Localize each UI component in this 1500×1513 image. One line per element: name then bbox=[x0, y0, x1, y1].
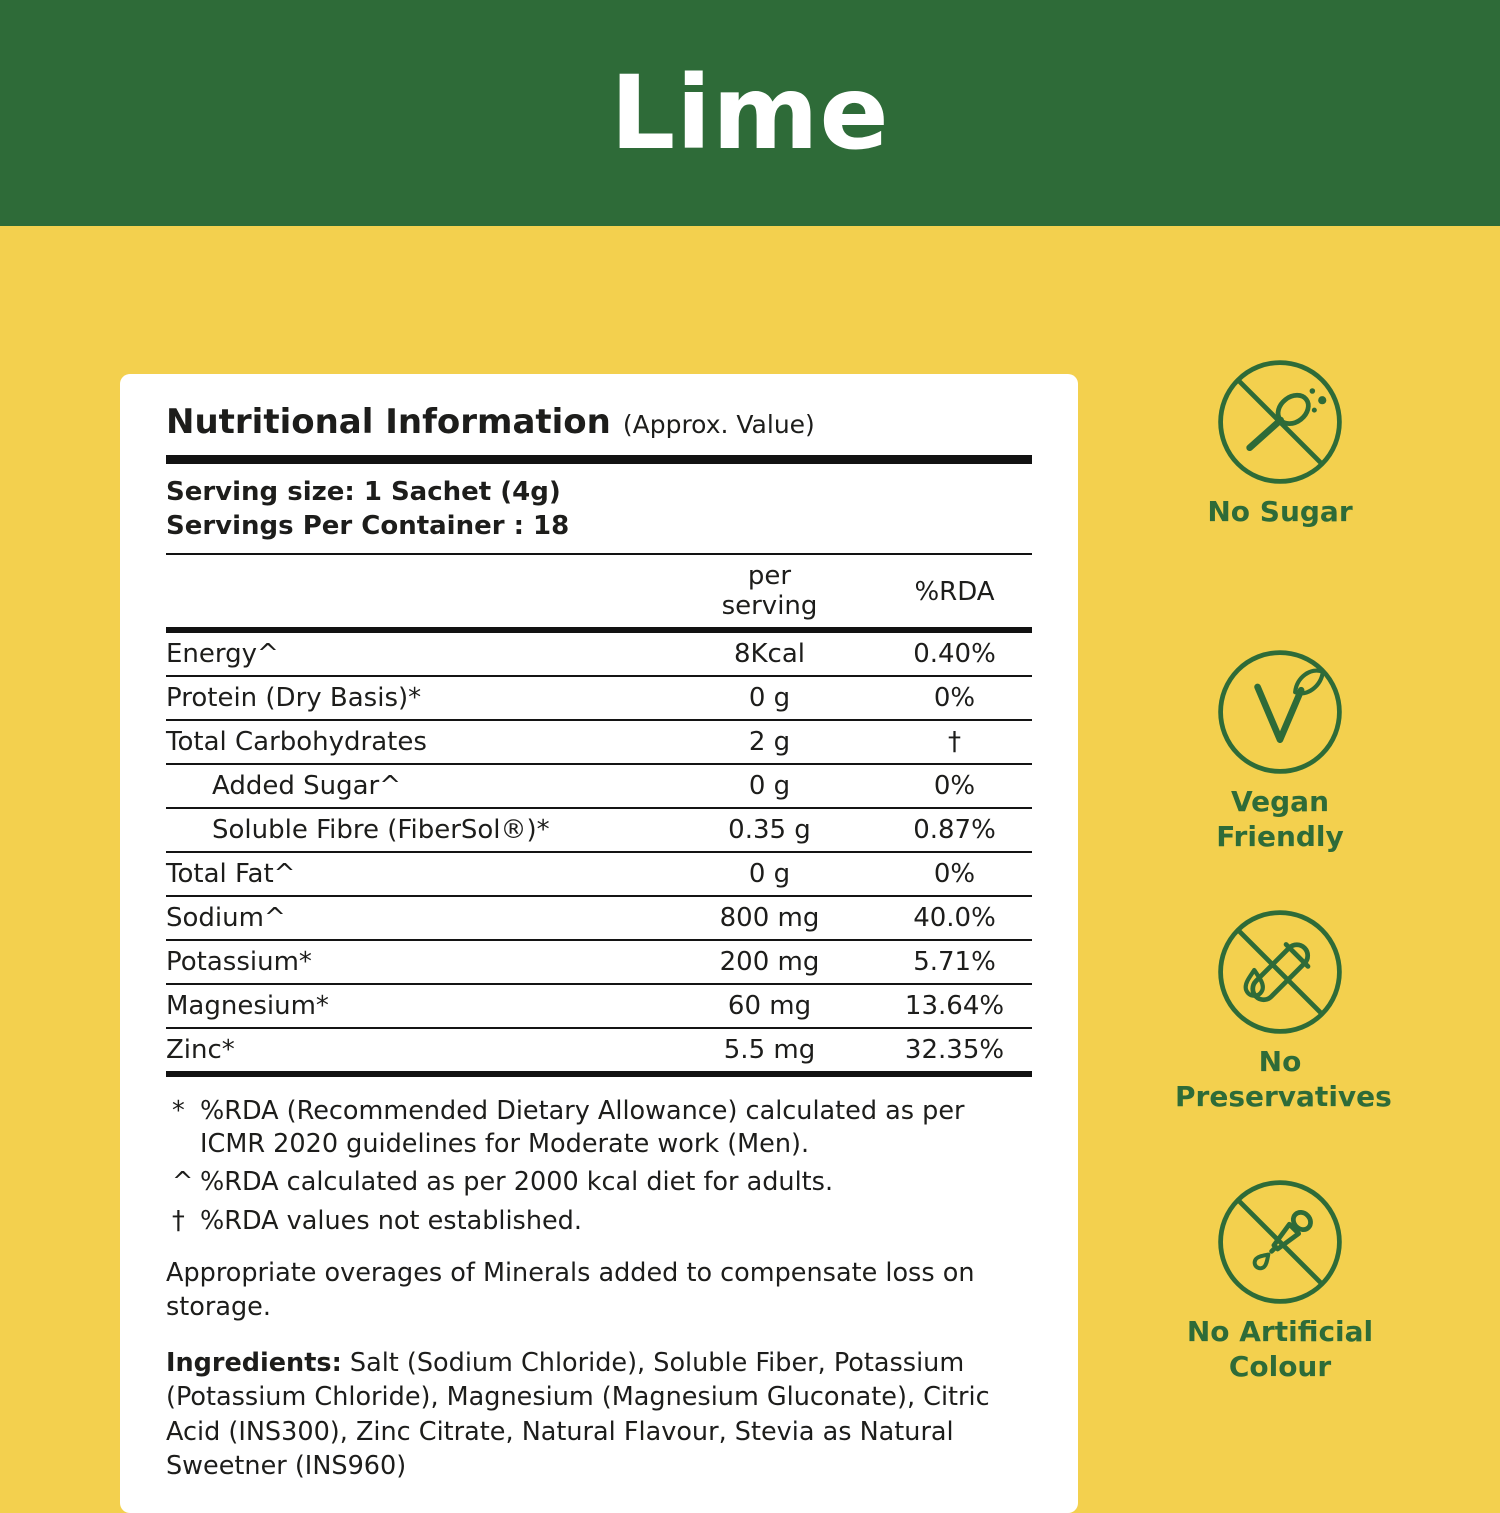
no-sugar-icon bbox=[1214, 356, 1346, 488]
footnote-symbol: ^ bbox=[172, 1167, 194, 1198]
badge-label: No Artificial Colour bbox=[1186, 1315, 1374, 1383]
nutrition-title: Nutritional Information bbox=[166, 402, 611, 442]
badge-label: No Sugar bbox=[1207, 495, 1353, 528]
table-row-sodium bbox=[166, 897, 1032, 941]
storage-note: Appropriate overages of Minerals added to compensate loss on storage. bbox=[166, 1258, 975, 1322]
nutrient-per-serving: 0 g bbox=[748, 770, 791, 801]
nutrient-label: Protein (Dry Basis)* bbox=[166, 682, 422, 713]
table-row-protein bbox=[166, 677, 1032, 721]
nutrient-label: Sodium^ bbox=[166, 902, 286, 933]
nutrition-title-suffix: (Approx. Value) bbox=[622, 410, 815, 439]
nutrition-card bbox=[120, 374, 1078, 1513]
footnotes bbox=[166, 1095, 1032, 1238]
table-header-row bbox=[166, 555, 1032, 627]
serving-info bbox=[166, 476, 1032, 544]
nutrient-label: Potassium* bbox=[166, 946, 312, 977]
table-row-total-fat bbox=[166, 853, 1032, 897]
feature-badges bbox=[1128, 0, 1432, 1500]
nutrient-rda: 0% bbox=[933, 770, 976, 801]
table-row-soluble-fibre bbox=[166, 809, 1032, 853]
nutrient-rda: 32.35% bbox=[904, 1034, 1005, 1065]
footnote-text: %RDA (Recommended Dietary Allowance) calculated as per ICMR 2020 guidelines for Moderate work (Men). bbox=[200, 1095, 965, 1159]
ingredients bbox=[166, 1346, 1032, 1484]
nutrient-label: Energy^ bbox=[166, 638, 279, 669]
ingredients-text: Salt (Sodium Chloride), Soluble Fiber, Potassium (Potassium Chloride), Magnesium (Magnesium Gluconate), Citric Acid (INS300), Zinc Citrate, Natural Flavour, Stevia as Natural Sweetner (INS960) bbox=[166, 1347, 990, 1481]
nutrient-label: Soluble Fibre (FiberSol®)* bbox=[212, 814, 550, 845]
footnote-symbol: † bbox=[172, 1205, 185, 1236]
nutrient-per-serving: 800 mg bbox=[719, 902, 820, 933]
badge-no-sugar bbox=[1128, 356, 1432, 529]
flavor-title: Lime bbox=[610, 53, 890, 173]
nutrition-table bbox=[166, 633, 1032, 1071]
no-artificial-colour-icon bbox=[1214, 1176, 1346, 1308]
nutrient-label: Total Carbohydrates bbox=[166, 726, 427, 757]
divider-thick bbox=[166, 455, 1032, 464]
table-row-magnesium bbox=[166, 985, 1032, 1029]
divider-thick bbox=[166, 1071, 1032, 1077]
nutrient-per-serving: 200 mg bbox=[719, 946, 820, 977]
nutrient-per-serving: 60 mg bbox=[727, 990, 812, 1021]
nutrient-rda: 0% bbox=[933, 682, 976, 713]
badge-no-artificial-colour bbox=[1128, 1176, 1432, 1384]
nutrient-rda: 5.71% bbox=[913, 946, 996, 977]
table-row-potassium bbox=[166, 941, 1032, 985]
no-preservatives-icon bbox=[1214, 906, 1346, 1038]
footnote-dagger bbox=[166, 1205, 1032, 1238]
nutrient-per-serving: 0 g bbox=[748, 858, 791, 889]
nutrition-card-header bbox=[166, 402, 1032, 442]
table-row-zinc bbox=[166, 1029, 1032, 1071]
vegan-icon bbox=[1214, 646, 1346, 778]
nutrient-label: Zinc* bbox=[166, 1034, 235, 1065]
table-row-added-sugar bbox=[166, 765, 1032, 809]
badge-label: Vegan Friendly bbox=[1216, 785, 1344, 853]
servings-per-container: Servings Per Container : 18 bbox=[166, 510, 570, 541]
nutrient-per-serving: 5.5 mg bbox=[723, 1034, 816, 1065]
footnote-rda bbox=[166, 1095, 1032, 1160]
badge-label: No Preservatives bbox=[1175, 1045, 1392, 1113]
column-header-per-serving: per serving bbox=[721, 561, 818, 621]
nutrient-per-serving: 0 g bbox=[748, 682, 791, 713]
table-row-total-carbohydrates bbox=[166, 721, 1032, 765]
footnote-kcal bbox=[166, 1166, 1032, 1199]
nutrient-label: Total Fat^ bbox=[166, 858, 296, 889]
nutrient-rda: 13.64% bbox=[904, 990, 1005, 1021]
nutrient-per-serving: 2 g bbox=[748, 726, 791, 757]
nutrient-rda: † bbox=[948, 726, 961, 757]
table-row-energy bbox=[166, 633, 1032, 677]
nutrient-rda: 40.0% bbox=[913, 902, 996, 933]
nutrient-rda: 0.40% bbox=[913, 638, 996, 669]
nutrient-per-serving: 0.35 g bbox=[728, 814, 811, 845]
ingredients-label: Ingredients: bbox=[166, 1347, 342, 1378]
footnote-symbol: * bbox=[172, 1095, 185, 1126]
nutrient-label: Added Sugar^ bbox=[212, 770, 401, 801]
footnote-text: %RDA calculated as per 2000 kcal diet for adults. bbox=[200, 1167, 834, 1198]
nutrient-rda: 0.87% bbox=[913, 814, 996, 845]
badge-no-preservatives bbox=[1128, 906, 1432, 1114]
footnote-text: %RDA values not established. bbox=[200, 1205, 582, 1236]
nutrient-rda: 0% bbox=[933, 858, 976, 889]
nutrient-label: Magnesium* bbox=[166, 990, 329, 1021]
column-header-rda: %RDA bbox=[914, 576, 995, 607]
nutrient-per-serving: 8Kcal bbox=[733, 638, 806, 669]
badge-vegan-friendly bbox=[1128, 646, 1432, 854]
serving-size: Serving size: 1 Sachet (4g) bbox=[166, 477, 561, 507]
